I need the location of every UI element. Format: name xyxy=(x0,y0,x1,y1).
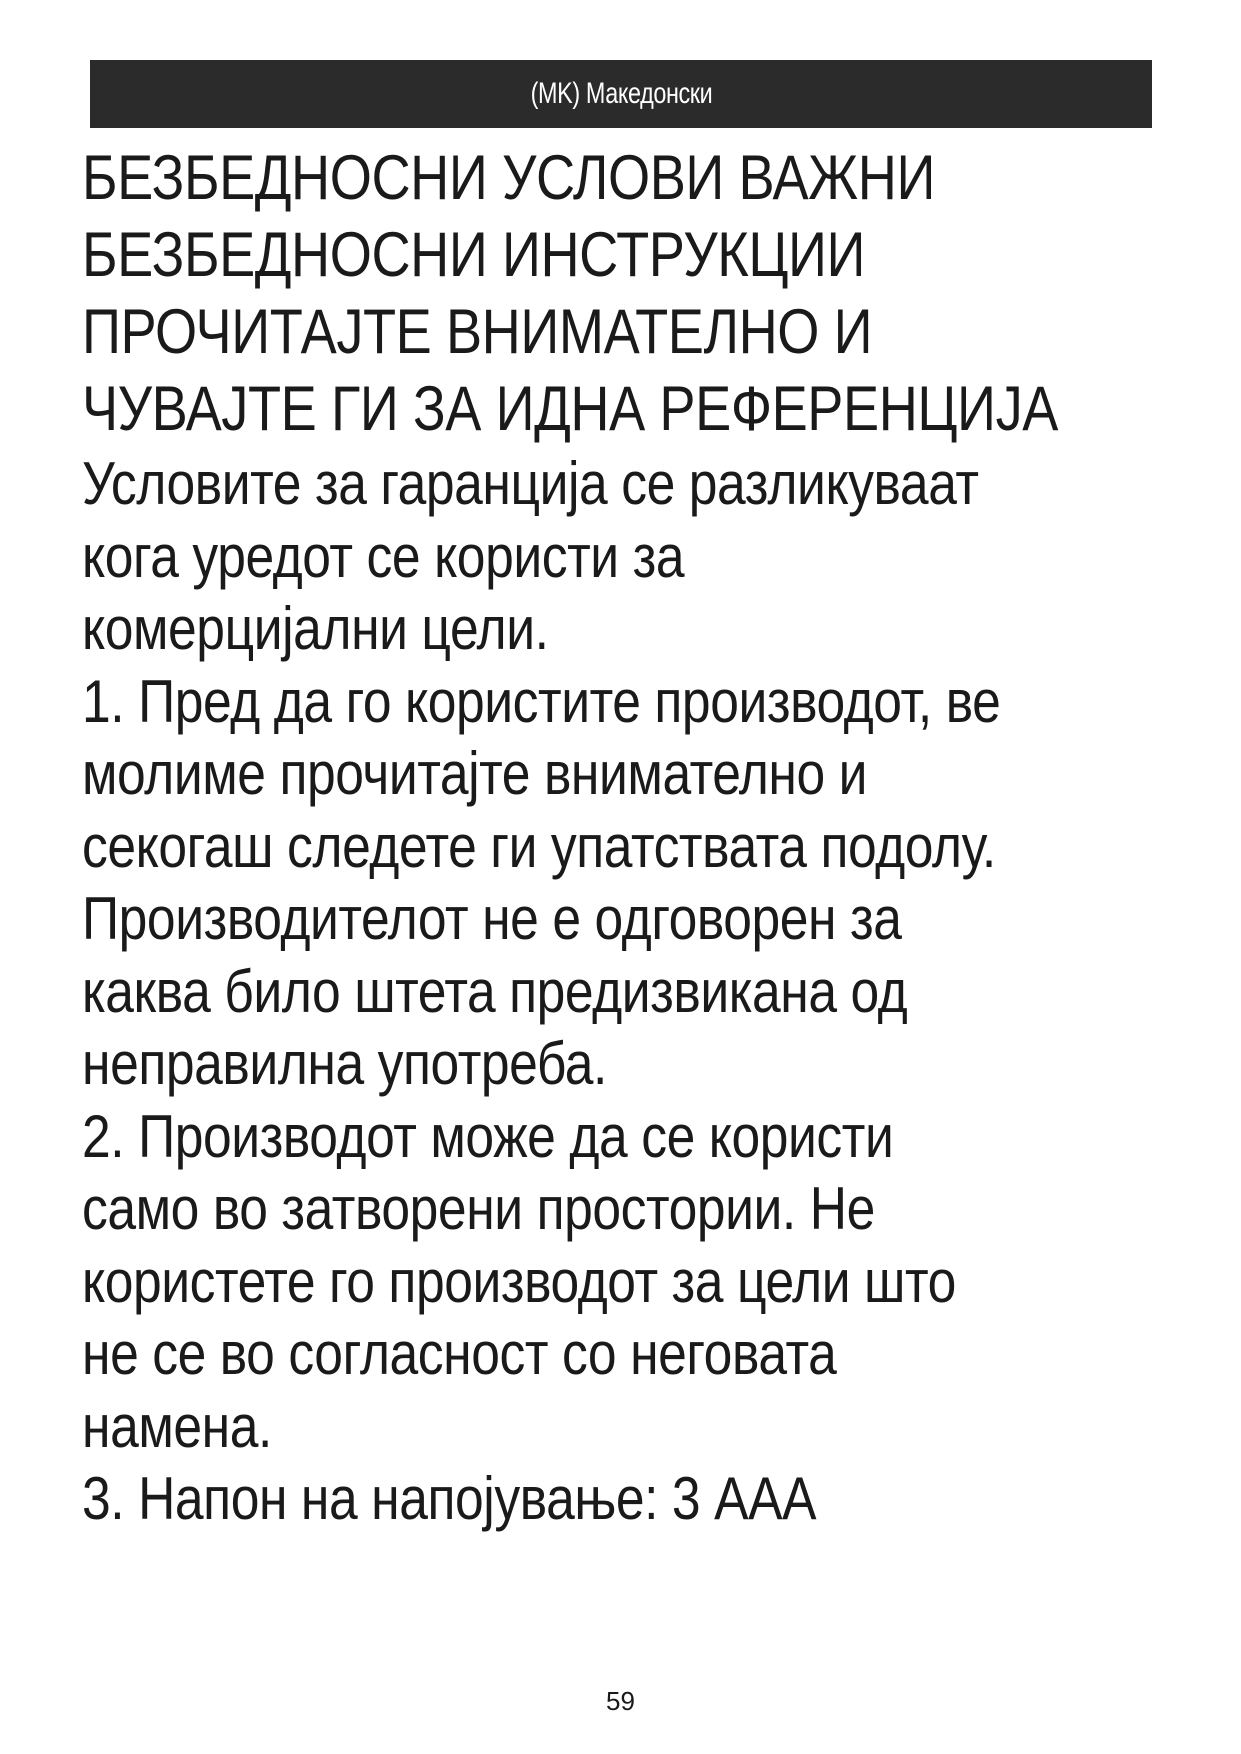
instruction-item-3 xyxy=(82,1463,1162,1536)
language-header-bar xyxy=(90,60,1152,128)
heading-line: БЕЗБЕДНОСНИ УСЛОВИ ВАЖНИ xyxy=(82,143,935,213)
paragraph-line: каква било штета предизвикана од xyxy=(82,957,908,1025)
paragraph-line: 1. Пред да го користите производот, ве xyxy=(82,667,1001,735)
paragraph-line: Производителот не е одговорен за xyxy=(82,885,902,952)
paragraph-line: комерцијални цели. xyxy=(82,595,549,662)
instruction-item-2 xyxy=(82,1101,1162,1464)
paragraph-line: неправилна употреба. xyxy=(82,1030,607,1097)
heading-line: ЧУВАЈТЕ ГИ ЗА ИДНА РЕФЕРЕНЦИЈА xyxy=(82,374,1058,444)
paragraph-line: кога уредот се користи за xyxy=(82,522,685,590)
paragraph-line: секогаш следете ги упатствата подолу. xyxy=(82,812,996,880)
paragraph-line: само во затворени простории. Не xyxy=(82,1175,875,1242)
paragraph-line: не се во согласност со неговата xyxy=(82,1320,837,1387)
paragraph-line: 2. Производот може да се користи xyxy=(82,1102,894,1170)
manual-content xyxy=(82,140,1162,1536)
heading-line: БЕЗБЕДНОСНИ ИНСТРУКЦИИ xyxy=(82,220,866,290)
safety-heading xyxy=(82,140,1162,448)
language-label: (MK) Македонски xyxy=(530,77,712,110)
instruction-item-1 xyxy=(82,666,1162,1101)
paragraph-line: молиме прочитајте внимателно и xyxy=(82,740,868,807)
paragraph-line: намена. xyxy=(82,1392,272,1460)
heading-line: ПРОЧИТАЈТЕ ВНИМАТЕЛНО И xyxy=(82,297,873,367)
page-number: 59 xyxy=(606,1686,635,1716)
paragraph-line: користете го производот за цели што xyxy=(82,1247,956,1315)
paragraph-line: Условите за гаранција се разликуваат xyxy=(82,450,979,517)
paragraph-line: 3. Напон на напојување: 3 AAA xyxy=(82,1465,817,1532)
warranty-paragraph xyxy=(82,448,1162,666)
